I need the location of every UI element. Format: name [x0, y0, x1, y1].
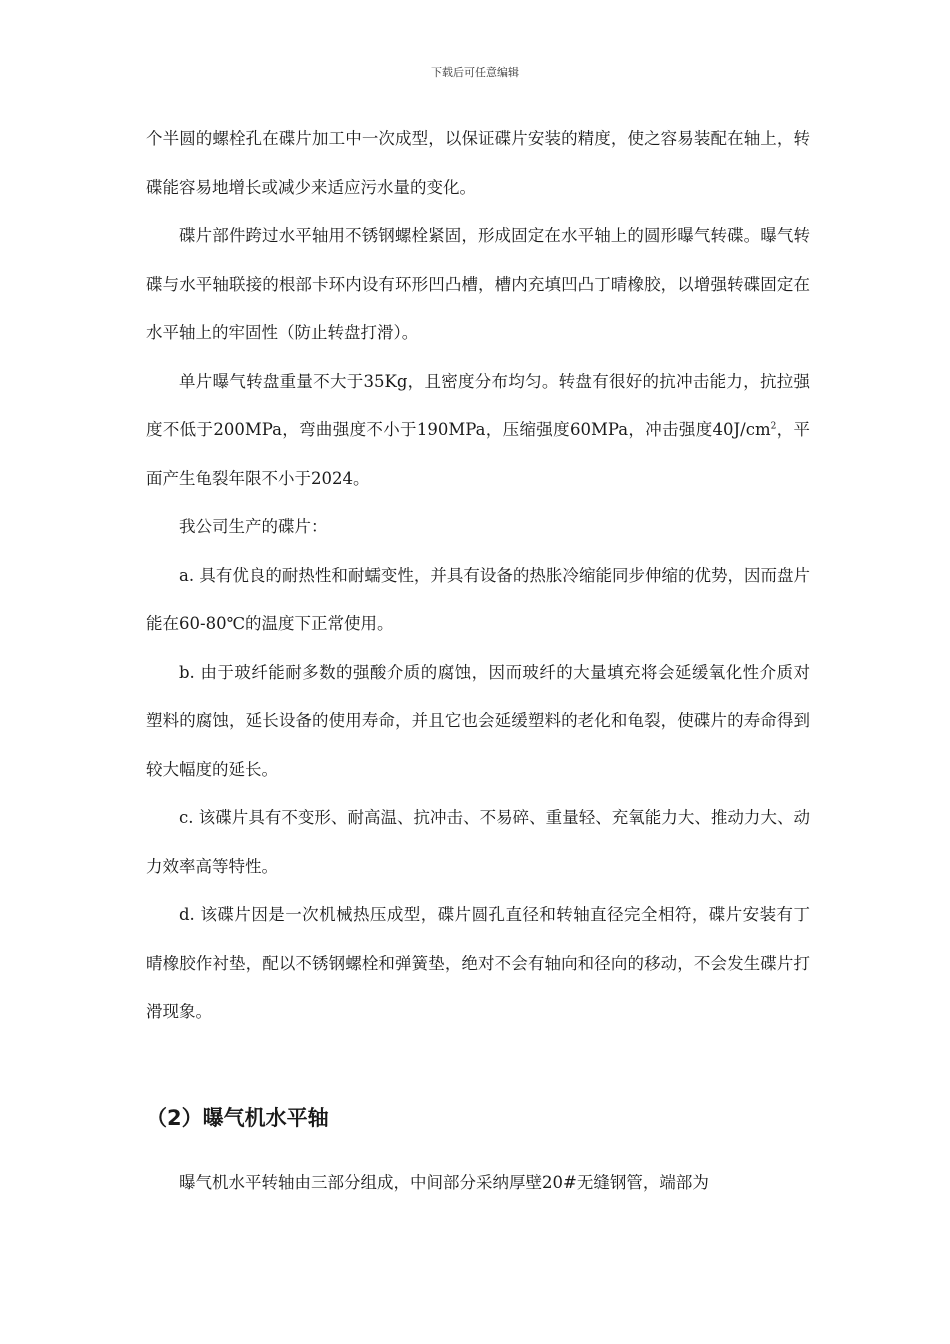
list-item-d: d. 该碟片因是一次机械热压成型，碟片圆孔直径和转轴直径完全相符，碟片安装有丁晴橡胶作衬垫，配以不锈钢螺栓和弹簧垫，绝对不会有轴向和径向的移动，不会发生碟片打滑现象。	[146, 905, 810, 1021]
section-paragraph-1: 曝气机水平转轴由三部分组成，中间部分采纳厚壁20#无缝钢管，端部为	[179, 1173, 709, 1192]
paragraph-4: 我公司生产的碟片：	[179, 517, 328, 536]
paragraph-3-part-a: 单片曝气转盘重量不大于35Kg，且密度分布均匀。转盘有很好的抗冲击能力，抗拉强度不低于200MPa，弯曲强度不小于190MPa，压缩强度60MPa，冲击强度40J/cm	[146, 371, 810, 439]
section-heading: （2）曝气机水平轴	[146, 1106, 329, 1130]
body-text	[146, 115, 810, 1037]
superscript-2: 2	[770, 421, 777, 432]
paragraph-1: 个半圆的螺栓孔在碟片加工中一次成型，以保证碟片安装的精度，使之容易装配在轴上，转碟能容易地增长或减少来适应污水量的变化。	[146, 129, 810, 197]
list-item-c: c. 该碟片具有不变形、耐高温、抗冲击、不易碎、重量轻、充氧能力大、推动力大、动力效率高等特性。	[146, 808, 810, 876]
list-item-a: a. 具有优良的耐热性和耐蠕变性，并具有设备的热胀冷缩能同步伸缩的优势，因而盘片能在60-80℃的温度下正常使用。	[146, 565, 810, 633]
section-body	[146, 1159, 810, 1208]
list-item-b: b. 由于玻纤能耐多数的强酸介质的腐蚀，因而玻纤的大量填充将会延缓氧化性介质对塑料的腐蚀，延长设备的使用寿命，并且它也会延缓塑料的老化和龟裂，使碟片的寿命得到较大幅度的延长。	[146, 662, 810, 779]
paragraph-2: 碟片部件跨过水平轴用不锈钢螺栓紧固，形成固定在水平轴上的圆形曝气转碟。曝气转碟与水平轴联接的根部卡环内设有环形凹凸槽，槽内充填凹凸丁晴橡胶，以增强转碟固定在水平轴上的牢固性（防止转盘打滑）。	[146, 226, 810, 342]
page-header-note: 下载后可任意编辑	[431, 66, 519, 79]
paragraph-3	[146, 358, 810, 504]
paragraph-3-part-b: ，平面产生龟裂年限不小于2024。	[146, 420, 810, 488]
